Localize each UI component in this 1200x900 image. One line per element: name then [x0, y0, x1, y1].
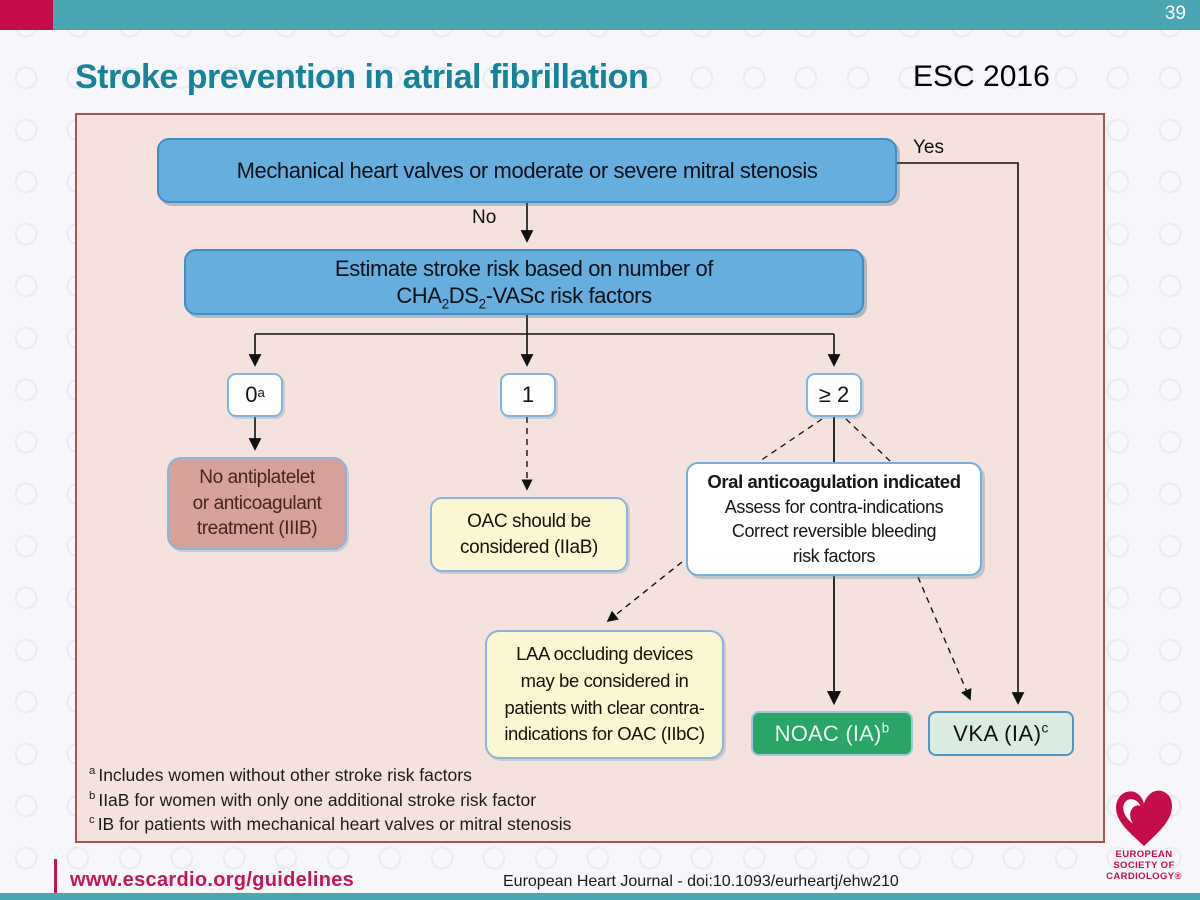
no-label: No: [472, 207, 497, 228]
journal-doi-text: European Heart Journal - doi:10.1093/eurheartj/ehw210: [503, 873, 899, 890]
estimate-line1: Estimate stroke risk based on number of: [334, 255, 714, 281]
box-oac-considered: OAC should be considered (IIaB): [430, 497, 628, 572]
node-score-2plus: ≥ 2: [806, 373, 862, 417]
esc-logo-text: EUROPEAN SOCIETY OF CARDIOLOGY®: [1106, 849, 1182, 882]
box-noac: NOAC (IA)$^b$: [751, 711, 913, 756]
yes-label: Yes: [913, 137, 944, 158]
slide-title: Stroke prevention in atrial fibrillation: [75, 58, 649, 96]
node-score-0: 0 $^a$: [227, 373, 283, 417]
footnote-a: $^a$ Includes women without other stroke risk factors: [89, 765, 472, 785]
box-mechanical-valves: [157, 138, 897, 203]
header-bar: [0, 0, 1200, 30]
oral-anticoagulation-title: Oral anticoagulation indicated: [707, 471, 961, 493]
esc-logo: [1088, 786, 1200, 883]
box-no-treatment: No antiplatelet or anticoagulant treatment (IIIB): [167, 457, 347, 550]
node-score-1: 1: [500, 373, 556, 417]
esc-year-label: ESC 2016: [913, 60, 1050, 93]
box-estimate-risk: [184, 249, 864, 315]
footer-bar: [0, 893, 1200, 900]
box-laa-devices: LAA occluding devices may be considered in patients with clear contra- indications for OAC (IIbC): [485, 630, 724, 759]
footnote-b: $^b$ IIaB for women with only one additional stroke risk factor: [89, 789, 537, 810]
header-accent-block: [0, 0, 53, 30]
footnotes: [89, 763, 571, 837]
footnote-c: $^c$ IB for patients with mechanical heart valves or mitral stenosis: [89, 814, 572, 834]
box-oral-anticoagulation: Oral anticoagulation indicated Assess for contra-indications Correct reversible bleeding risk factors: [686, 462, 982, 576]
page-number: 39: [1164, 3, 1186, 24]
escardio-guidelines-link[interactable]: www.escardio.org/guidelines: [70, 869, 355, 891]
flowchart-panel: [75, 113, 1105, 843]
box-mechanical-text: Mechanical heart valves or moderate or severe mitral stenosis: [236, 157, 818, 183]
box-vka: VKA (IA)$^c$: [928, 711, 1074, 756]
esc-heart-icon: [1111, 786, 1177, 850]
estimate-line2: $CHA_2DS_2$-VASc risk factors: [396, 283, 652, 312]
